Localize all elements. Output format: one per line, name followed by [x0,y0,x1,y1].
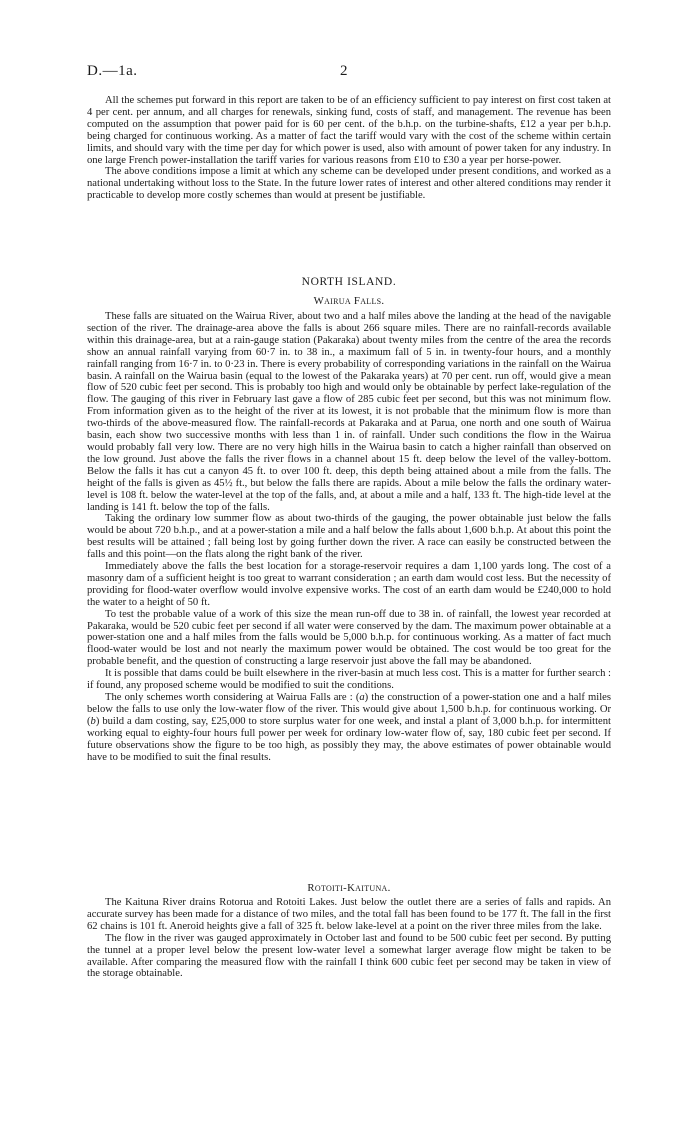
text-run: The only schemes worth considering at Wairua Falls are : ( [105,692,360,703]
intro-paragraph: The above conditions impose a limit at which any scheme can be developed under present conditions, and worked as a national undertaking without loss to the State. In the future lower rates of interest and other altered conditions may render it practicable to develop more costly schemes than would at present be justifiable. [87,166,611,202]
rotoiti-kaituna-section [87,897,611,980]
document-reference: D.—1a. [87,63,138,79]
option-letter: a [359,692,365,703]
subsection-heading-wairua-falls: Wairua Falls. [313,295,385,307]
body-paragraph: These falls are situated on the Wairua River, about two and a half miles above the landing at the head of the navigable section of the river. The drainage-area above the falls is about 266 square miles. There are no rainfall-records available within this drainage-area, but at a rain-gauge station (Pakaraka) about twenty miles from the centre of the area the records show an annual rainfall varying from 60·7 in. to 38 in., a maximum fall of 5 in. in twenty-four hours, and a monthly rainfall ranging from 16·7 in. to 0·23 in. There is every probability of corresponding variations in the rainfall on the Wairua basin. A rainfall on the Wairua basin (equal to the lowest of the Pakaraka years) at 70 per cent. run off, would give a mean flow of 520 cubic feet per second. This is probably too high and would only be obtainable by perfect lake-regulation of the flow. The gauging of this river in February last gave a flow of 285 cubic feet per second, but this was not minimum flow. From information given as to the height of the river at its lowest, it is not probable that the minimum flow is more than two-thirds of the above-measured flow. The rainfall-records at Pakaraka and at Parua, one north and one south of Wairua basin, each show two successive months with less than 1 in. of rainfall. Under such conditions the flow in the Wairua would probably fall very low. There are no very high hills in the Wairua basin to catch a higher rainfall than observed on the low ground. Just above the falls the river flows in a channel about 15 ft. deep below the level of the valley-bottom. Below the falls it has cut a canyon 45 ft. to over 100 ft. deep, this depth being attained about a mile from the falls. The height of the falls is given as 45½ ft., but below the falls there are rapids. About a mile below the falls the ordinary water-level is 108 ft. below the water-level at the top of the falls, and, at about a mile and a half, 133 ft. The high-tide level at the landing is 141 ft. below the top of the falls. [87,311,611,513]
body-paragraph [87,692,611,763]
body-paragraph: The flow in the river was gauged approximately in October last and found to be 500 cubic feet per second. By putting the tunnel at a proper level below the present low-water level a somewhat larger average flow might be taken to be available. After comparing the measured flow with the rainfall I think 600 cubic feet per second may be taken in view of the storage obtainable. [87,932,611,980]
intro-section [87,95,611,202]
body-paragraph: To test the probable value of a work of this size the mean run-off due to 38 in. of rainfall, the lowest year recorded at Pakaraka, would be 520 cubic feet per second if all water were conserved by the dam. The maximum power obtainable at a power-station one and a half miles from the falls would be 5,000 b.h.p. for continuous working. As a matter of fact much flood-water would be lost and not nearly the maximum power would be obtained. The cost would be too great for the probable benefit, and the question of constructing a large reservoir just above the fall may be abandoned. [87,608,611,668]
subsection-heading-rotoiti-kaituna: Rotoiti-Kaituna. [307,882,391,894]
text-run: ) build a dam costing, say, £25,000 to store surplus water for one week, and instal a plant of 3,000 b.h.p. for intermittent working equal to eighty-four hours full power per week for ordinary low-water flow of, say, 180 cubic feet per second. If future observations show the figure to be too high, as possibly they may, the above estimates of power obtainable would have to be modified to suit the final results. [87,715,611,763]
body-paragraph: It is possible that dams could be built elsewhere in the river-basin at much less cost. This is a matter for further search : if found, any proposed scheme would be modified to suit the conditions. [87,668,611,692]
body-paragraph: Immediately above the falls the best location for a storage-reservoir requires a dam 1,100 yards long. The cost of a masonry dam of a sufficient height is too great to warrant consideration ; an earth dam would cost less. But the necessity of providing for flood-water overflow would involve expensive works. The cost of an earth dam would be £240,000 to hold the water to a height of 50 ft. [87,561,611,608]
page-number: 2 [340,63,348,79]
section-heading-north-island: NORTH ISLAND. [301,276,397,288]
wairua-falls-section [87,311,611,763]
body-paragraph: Taking the ordinary low summer flow as about two-thirds of the gauging, the power obtainable just below the falls would be about 720 b.h.p., and at a power-station a mile and a half below the falls about 1,600 b.h.p. At about this point the best results will be attained ; fall being lost by going further down the river. A race can easily be constructed between the falls and this point—on the flats along the right bank of the river. [87,513,611,561]
option-letter: b [90,715,96,727]
intro-paragraph: All the schemes put forward in this report are taken to be of an efficiency sufficient to pay interest on first cost taken at 4 per cent. per annum, and all charges for renewals, sinking fund, costs of staff, and management. The revenue has been computed on the assumption that power paid for is 60 per cent. of the b.h.p. on the turbine-shafts, £12 a year per b.h.p. being charged for continuous working. As a matter of fact the tariff would vary with the cost of the scheme within certain limits, and should vary with the time per day for which power is used, also with amount of power taken for any industry. In one large French power-installation the tariff varies for various reasons from £10 to £30 a year per horse-power. [87,95,611,166]
body-paragraph: The Kaituna River drains Rotorua and Rotoiti Lakes. Just below the outlet there are a series of falls and rapids. An accurate survey has been made for a distance of two miles, and the total fall has been found to be 177 ft. The fall in the first 62 chains is 101 ft. Aneroid heights give a fall of 325 ft. below lake-level at a point on the river three miles from the lake. [87,897,611,932]
text-run: ) the construction of a power-station one and a half miles below the falls to use only the low-water flow of the river. This would give about 1,500 b.h.p. for continuous working. Or ( [87,692,611,727]
